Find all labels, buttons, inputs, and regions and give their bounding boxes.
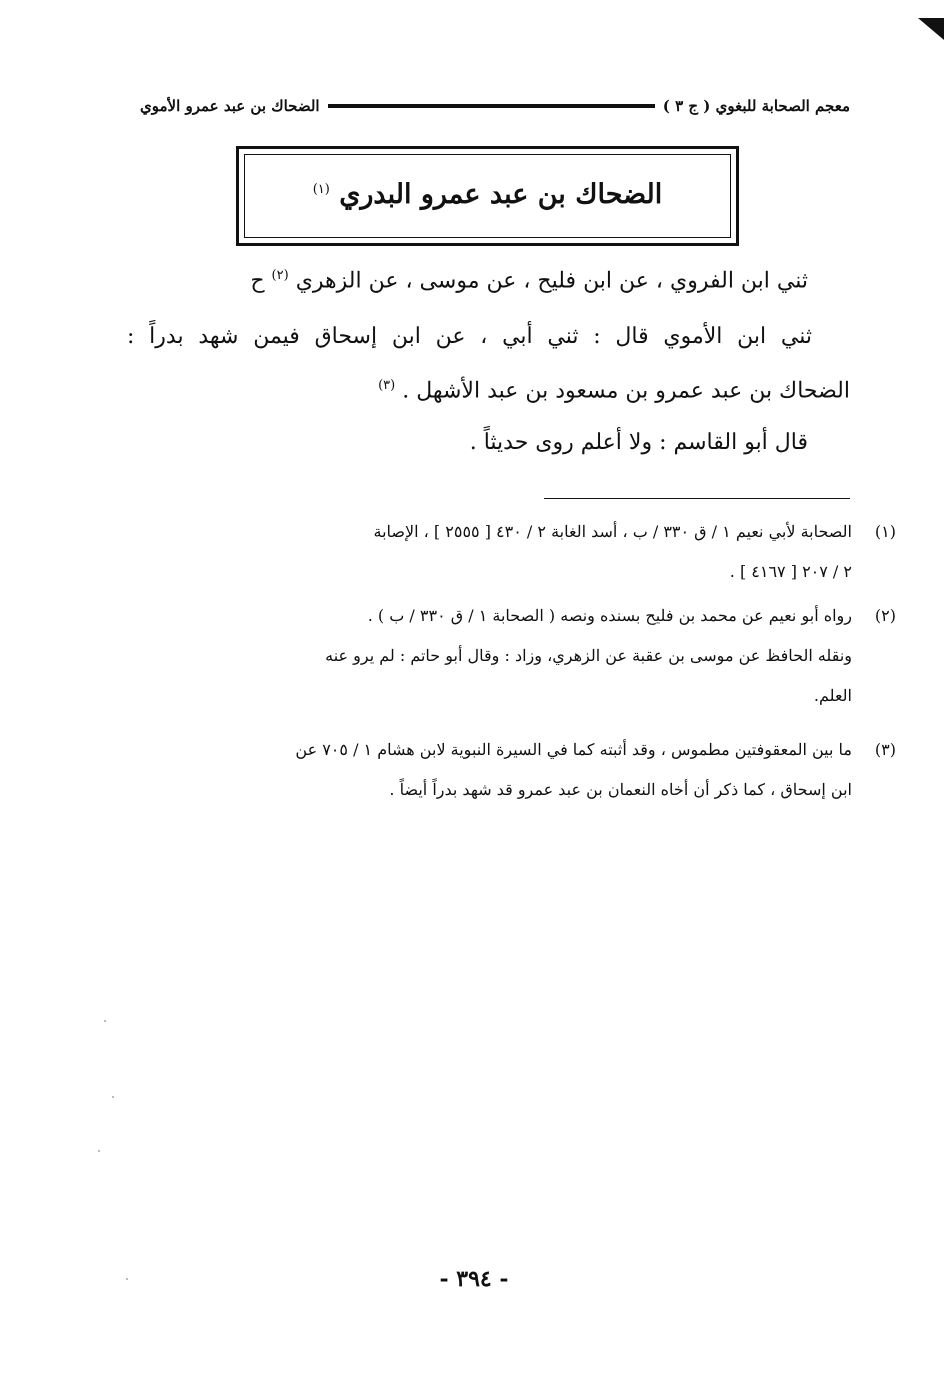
running-header-section: الضحاك بن عبد عمرو الأموي [140,97,320,115]
scan-speck [104,1020,106,1022]
entry-title [239,179,736,210]
page-number: - ٣٩٤ - [439,1266,509,1292]
footnote-1 [132,512,896,592]
footnote-3-line: ما بين المعقوفتين مطموس ، وقد أثبته كما في السيرة النبوية لابن هشام ١ / ٧٠٥ عن [295,740,852,759]
running-header-book: معجم الصحابة للبغوي ( ج ٣ ) [662,97,850,115]
footnote-2 [132,596,896,716]
footnote-1-line: ٢ / ٢٠٧ [ ٤١٦٧ ] . [729,562,852,581]
running-header [140,92,850,120]
scan-speck [126,1278,128,1280]
body-line-3 [378,378,850,403]
body-line-3-note: (٣) [378,378,396,393]
body-line-2: ثني ابن الأموي قال : ثني أبي ، عن ابن إسحاق فيمن شهد بدراً : [127,324,812,349]
footnote-3-number: (٣) [874,740,896,759]
footnote-2-line: العلم. [813,686,852,705]
footnote-2-line: ونقله الحافظ عن موسى بن عقبة عن الزهري، وزاد : وقال أبو حاتم : لم يرو عنه [325,646,852,665]
body-line-1-note: (٢) [271,268,289,283]
footnote-1-line: الصحابة لأبي نعيم ١ / ق ٣٣٠ / ب ، أسد الغابة ٢ / ٤٣٠ [ ٢٥٥٥ ] ، الإصابة [373,522,852,541]
corner-mark [918,18,944,40]
entry-title-note: (١) [312,182,330,197]
body-line-1-end: ح [250,268,265,294]
body-line-1 [250,268,808,293]
entry-title-text: الضحاك بن عبد عمرو البدري [339,179,663,210]
scan-speck [112,1096,114,1098]
entry-title-box [236,146,739,246]
footnote-2-line: رواه أبو نعيم عن محمد بن فليح بسنده ونصه ( الصحابة ١ / ق ٣٣٠ / ب ) . [367,606,852,625]
body-line-1-text: ثني ابن الفروي ، عن ابن فليح ، عن موسى ، عن الزهري [295,268,808,294]
running-header-rule [328,104,655,108]
scan-speck [98,1150,100,1152]
footnote-separator [544,498,850,499]
footnote-2-number: (٢) [874,606,896,625]
footnote-3-line: ابن إسحاق ، كما ذكر أن أخاه النعمان بن عبد عمرو قد شهد بدراً أيضاً . [389,780,852,799]
footnote-1-number: (١) [874,522,896,541]
body-line-3-text: الضحاك بن عبد عمرو بن مسعود بن عبد الأشهل . [402,378,850,404]
footnote-3 [132,730,896,810]
body-line-4: قال أبو القاسم : ولا أعلم روى حديثاً . [469,430,808,455]
